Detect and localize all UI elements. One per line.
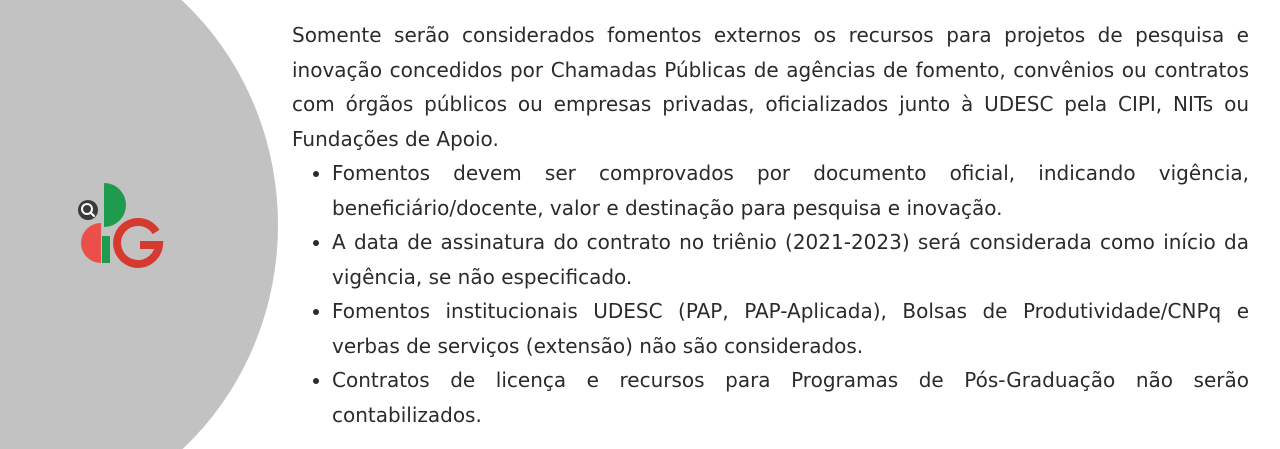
list-item: • Fomentos institucionais UDESC (PAP, PAP-Aplicada), Bolsas de Produtividade/CNPq e verbas de serviços (extensão) não são considerados. [332, 294, 1249, 363]
list-item: • A data de assinatura do contrato no triênio (2021-2023) será considerada como início da vigência, se não especificado. [332, 225, 1249, 294]
content-block [292, 18, 1249, 432]
list-item: • Fomentos devem ser comprovados por documento oficial, indicando vigência, beneficiário/docente, valor e destinação para pesquisa e inovação. [332, 156, 1249, 225]
list-item: • Contratos de licença e recursos para Programas de Pós-Graduação não serão contabilizados. [332, 363, 1249, 432]
logo-i-stem [102, 236, 110, 263]
logo-green-semicircle [104, 183, 126, 227]
search-icon [78, 200, 98, 220]
ig-logo [74, 180, 164, 270]
criteria-list [292, 156, 1249, 432]
intro-paragraph: Somente serão considerados fomentos externos os recursos para projetos de pesquisa e inovação concedidos por Chamadas Públicas de agências de fomento, convênios ou contratos com órgãos públicos ou empresas privadas, oficializados junto à UDESC pela CIPI, NITs ou Fundações de Apoio. [292, 23, 1249, 151]
logo-g-letter [117, 222, 159, 264]
logo-coral-semicircle [81, 223, 101, 263]
